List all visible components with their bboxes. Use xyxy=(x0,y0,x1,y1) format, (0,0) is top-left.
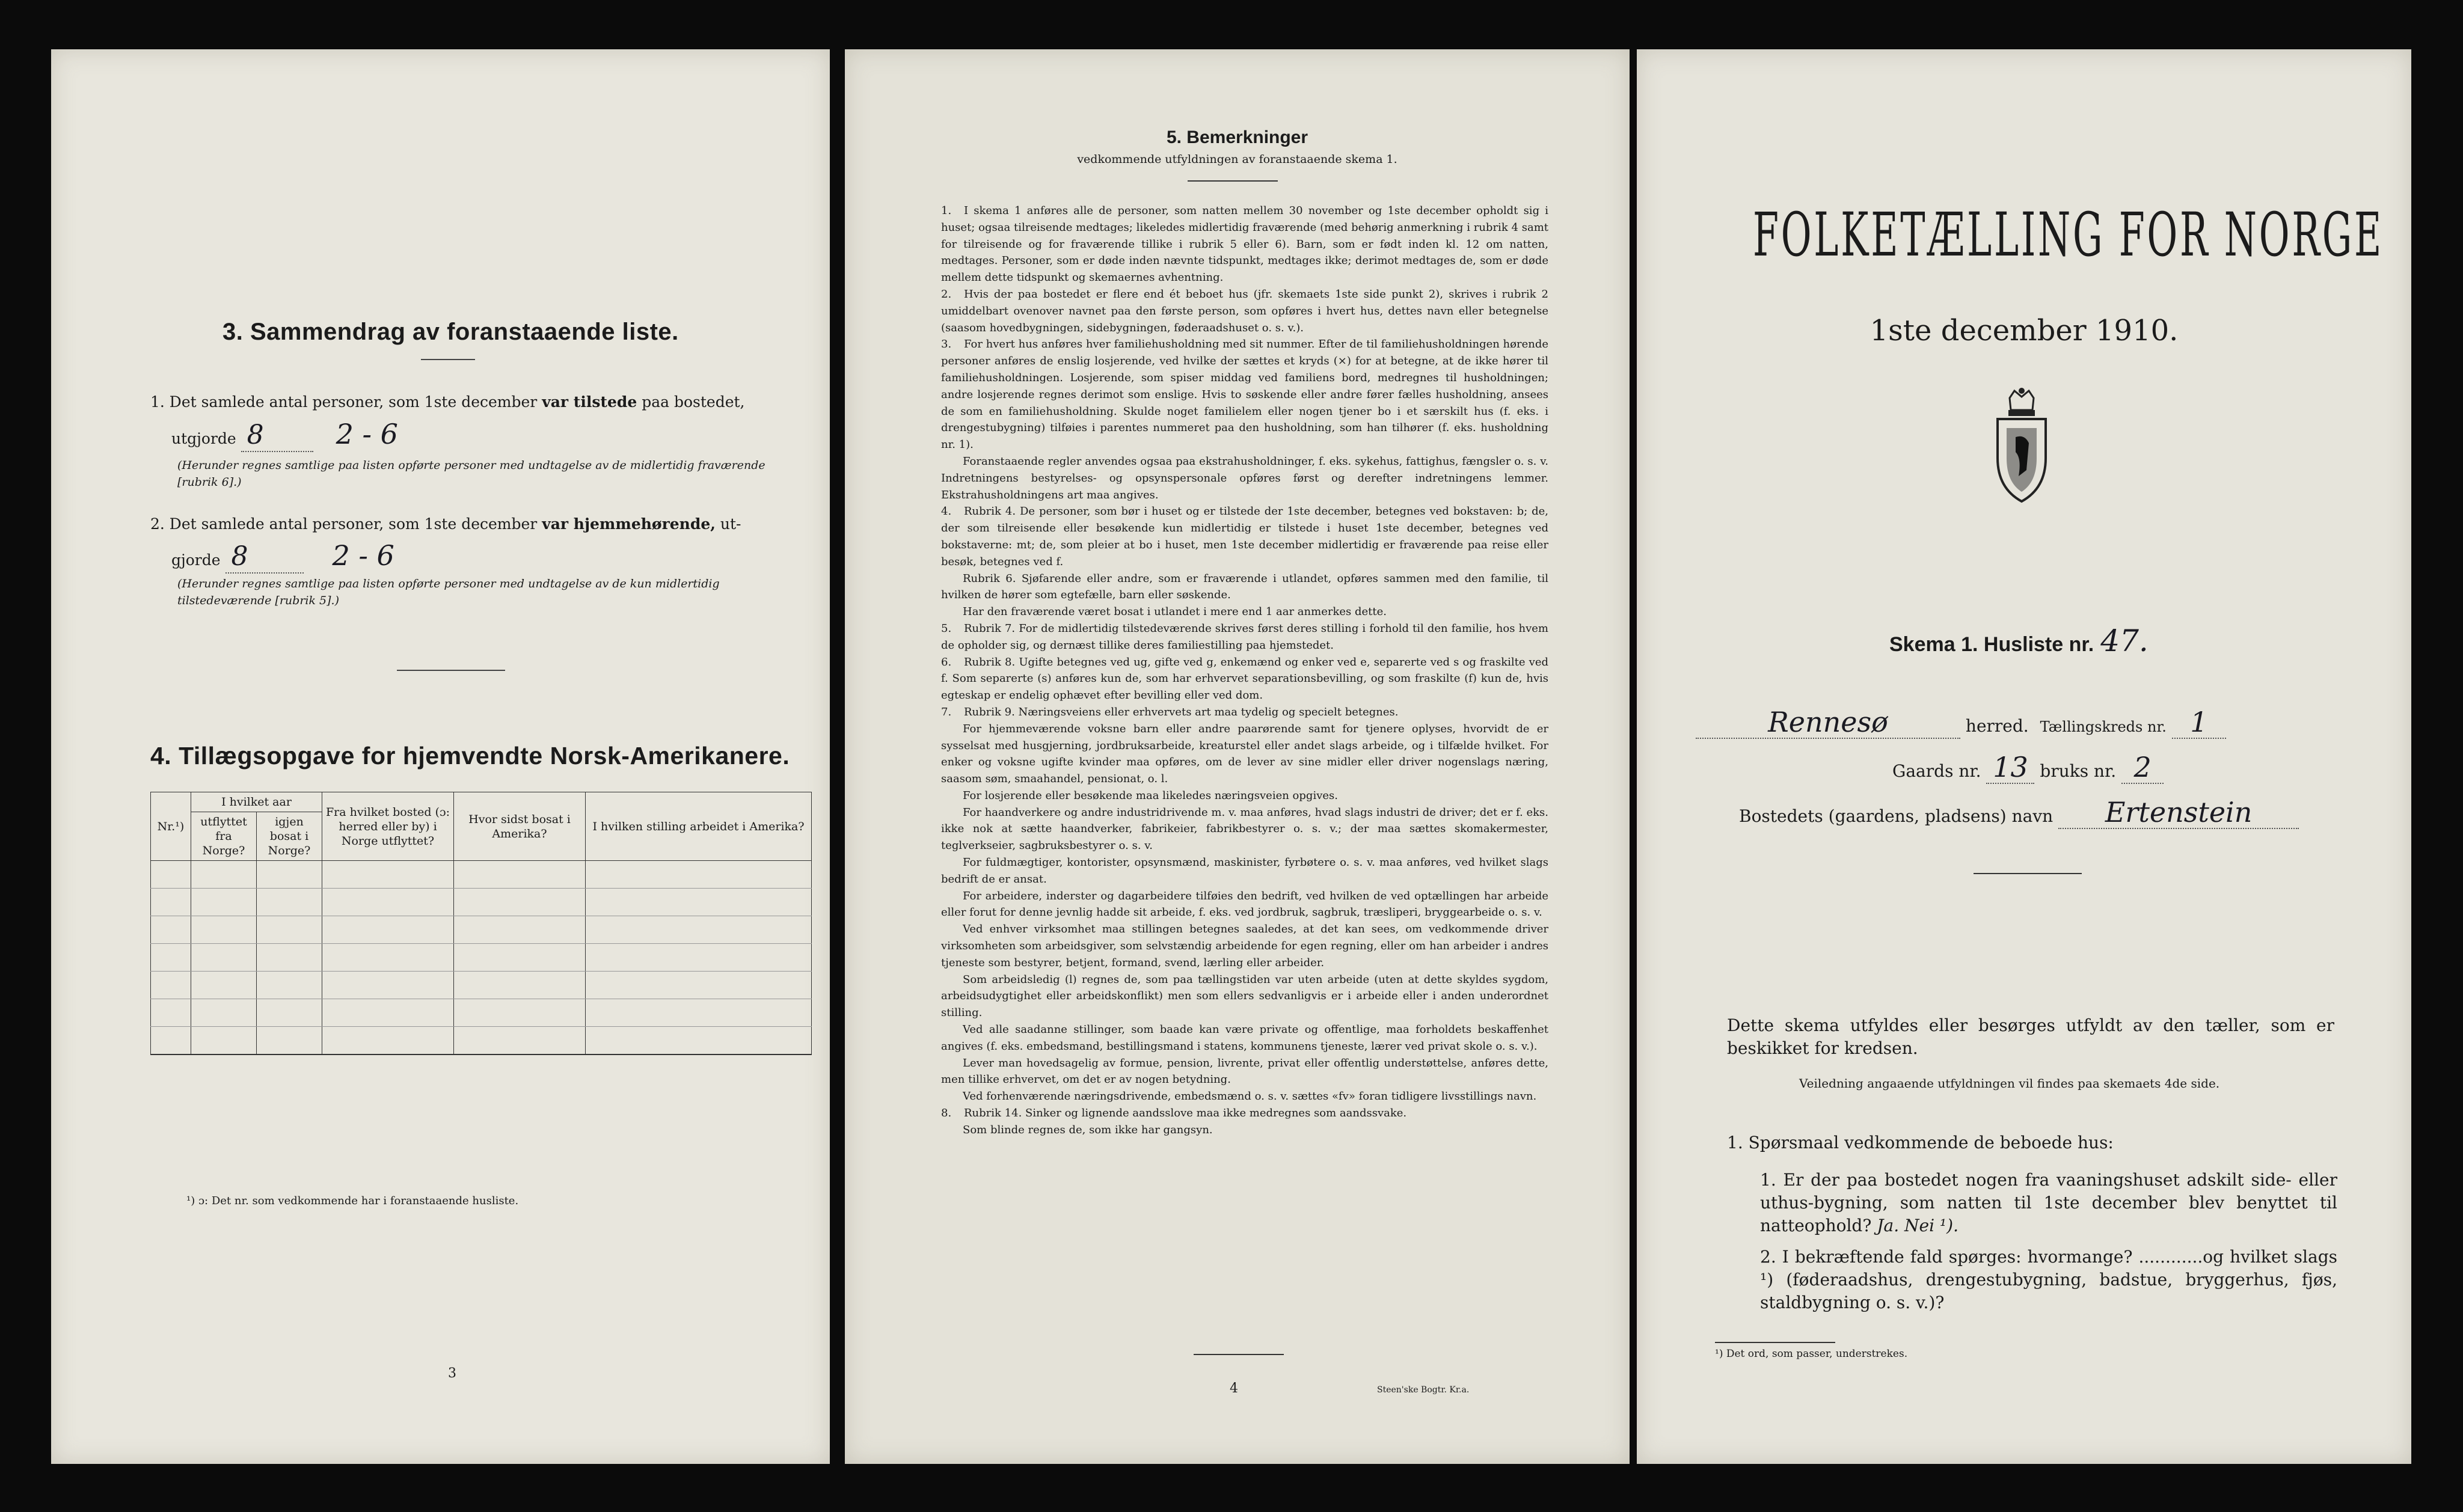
table-row xyxy=(151,972,812,999)
bosted-line: Bostedets (gaardens, pladsens) navn Ertenstein xyxy=(1739,801,2299,829)
table-cell xyxy=(151,889,191,916)
section-4-title: 4. Tillægsopgave for hjemvendte Norsk-Amerikanere. xyxy=(150,742,790,770)
bemerkning-paragraph xyxy=(941,972,1548,1021)
paragraph-text: For hvert hus anføres hver familiehusholdning med sit nummer. Efter de til familiehusholdningen hørende personer anføres de enslig losjerende, ved hvilke der sættes et kryds (×) for at betegne, at de ikke hører til familiehusholdningen. Losjerende, som spiser middag ved familiens bord, medregnes til husholdningen; andre losjerende regnes derimot som enslige. Hvis to søskende eller andre fører fælles husholdning, ansees de som en familiehusholdning. Skulde noget familielem eller nogen tjener bo i et særskilt hus (f. eks. i drengestubygning) tilføies i parentes nummeret paa den husholdning, som han tilhører (f. eks. husholdning nr. 1). xyxy=(941,338,1549,451)
paragraph-text: Rubrik 4. De personer, som bør i huset og er tilstede der 1ste december, betegnes ved bokstaven: b; de, der som tilreisende eller besøkende kun midlertidig er tilstede i huset 1ste december, betegnes ved bokstaverne: mt; de, som pleier at bo i huset, men 1ste december midlertidig er fraværende paa reise eller besøk, betegnes ved f. xyxy=(941,505,1548,568)
table-cell xyxy=(322,1027,454,1055)
table-cell xyxy=(257,1027,322,1055)
bemerkning-paragraph xyxy=(941,453,1548,503)
bemerkning-paragraph xyxy=(941,654,1548,704)
paragraph-number: 4. xyxy=(941,505,952,518)
table-cell xyxy=(322,944,454,972)
table-row xyxy=(151,916,812,944)
paragraph-text: Foranstaaende regler anvendes ogsaa paa ekstrahusholdninger, f. eks. sykehus, fattighus, fængsler o. s. v. Indretningens bestyrelses- og opsynspersonale opføres først og derefter indretningens lemmer. Ekstrahusholdningens art maa angives. xyxy=(941,455,1548,501)
divider xyxy=(421,359,475,360)
divider xyxy=(1188,180,1278,182)
table-cell xyxy=(151,861,191,889)
table-cell xyxy=(191,861,257,889)
table-cell xyxy=(586,1027,812,1055)
bemerkning-paragraph xyxy=(941,503,1548,570)
paragraph-text: Rubrik 7. For de midlertidig tilstedeværende skrives først deres stilling i forhold til den familie, hos hvem de opholder sig, og dernæst tillike deres familiestilling paa hjemstedet. xyxy=(941,622,1548,652)
handwritten-count: 8 xyxy=(247,420,264,450)
paragraph-text: Ved forhenværende næringsdrivende, embedsmænd o. s. v. sættes «fv» foran tidligere livsstillings navn. xyxy=(963,1090,1537,1103)
table-cell xyxy=(151,999,191,1027)
table-cell xyxy=(586,889,812,916)
col-nr: Nr.¹) xyxy=(151,792,191,861)
bemerkninger-subtitle: vedkommende utfyldningen av foranstaaende skema 1. xyxy=(1077,153,1397,166)
bemerkning-paragraph xyxy=(941,620,1548,654)
col-igjen-bosat: igjen bosat i Norge? xyxy=(257,812,322,861)
schema-line: Skema 1. Husliste nr. 47. xyxy=(1889,623,2149,658)
table-cell xyxy=(151,1027,191,1055)
table-cell xyxy=(257,999,322,1027)
page-middle xyxy=(845,49,1630,1464)
gaards-line: Gaards nr. 13 bruks nr. 2 xyxy=(1892,756,2164,784)
table-cell xyxy=(191,889,257,916)
section-3-item-1: 1. Det samlede antal personer, som 1ste december var tilstede paa bostedet, xyxy=(150,393,745,411)
divider xyxy=(1715,1342,1835,1343)
col-fra-bosted: Fra hvilket bosted (ɔ: herred eller by) i Norge utflyttet? xyxy=(322,792,454,861)
paragraph-text: Rubrik 8. Ugifte betegnes ved ug, gifte ved g, enkemænd og enker ved e, separerte ved s og fraskilte ved f. Som separerte (s) anføres kun de, som har erhvervet separationsbevilling, og som fraskilte (f) kun de, hvis egteskap er endelig ophævet efter bevilling eller ved dom. xyxy=(941,655,1548,702)
table-cell xyxy=(257,889,322,916)
table-cell xyxy=(191,1027,257,1055)
table-cell xyxy=(191,999,257,1027)
table-row xyxy=(151,999,812,1027)
census-date: 1ste december 1910. xyxy=(1869,314,2179,347)
question-header: 1. Spørsmaal vedkommende de beboede hus: xyxy=(1727,1133,2114,1152)
paragraph-text: For haandverkere og andre industridrivende m. v. maa anføres, hvad slags industri de driver; det er f. eks. ikke nok at sætte haandverker, fabrikeier, fabrikbestyrer o. s. v.; der maa sættes skomakermester, teglverkseier, sagbruksbestyrer o. s. v. xyxy=(941,806,1548,852)
col-stilling: I hvilken stilling arbeidet i Amerika? xyxy=(586,792,812,861)
paragraph-text: Som arbeidsledig (l) regnes de, som paa tællingstiden var uten arbeide (uten at dette skyldes sygdom, arbeidsudygtighet eller arbeidskonflikt) men som ellers sedvanligvis er i arbeide eller i anden underordnet stilling. xyxy=(941,973,1548,1020)
handwritten-range: 2 - 6 xyxy=(336,418,398,450)
col-sidst-bosat: Hvor sidst bosat i Amerika? xyxy=(454,792,586,861)
table-cell xyxy=(151,972,191,999)
paragraph-number: 1. xyxy=(941,204,952,217)
page-right xyxy=(1637,49,2411,1464)
herred-value: Rennesø xyxy=(1768,706,1888,738)
divider xyxy=(1974,873,2082,874)
table-cell xyxy=(454,944,586,972)
item-1-value-line: utgjorde 8 2 - 6 xyxy=(171,422,398,452)
bemerkning-paragraph xyxy=(941,1055,1548,1089)
paragraph-number: 2. xyxy=(941,287,952,301)
table-row xyxy=(151,861,812,889)
item-2-note: (Herunder regnes samtlige paa listen opførte personer med undtagelse av de kun midlertidig tilstedeværende [rubrik 5].) xyxy=(177,577,720,607)
bemerkning-paragraph xyxy=(941,1088,1548,1105)
table-cell xyxy=(586,861,812,889)
printer-mark: Steen'ske Bogtr. Kr.a. xyxy=(1377,1385,1470,1395)
husliste-number: 47. xyxy=(2100,623,2149,658)
section-3-title: 3. Sammendrag av foranstaaende liste. xyxy=(222,319,679,345)
bemerkning-paragraph xyxy=(941,1021,1548,1055)
section-3-item-2: 2. Det samlede antal personer, som 1ste december var hjemmehørende, ut- xyxy=(150,515,741,533)
item-2-value-line: gjorde 8 2 - 6 xyxy=(171,543,394,574)
table-row xyxy=(151,889,812,916)
bemerkninger-title: 5. Bemerkninger xyxy=(1166,127,1308,147)
bemerkning-paragraph xyxy=(941,1105,1548,1122)
veiledning-note: Veiledning angaaende utfyldningen vil findes paa skemaets 4de side. xyxy=(1799,1076,2220,1091)
table-cell xyxy=(257,944,322,972)
paragraph-text: Lever man hovedsagelig av formue, pension, livrente, privat eller offentlig understøttelse, anføres dette, men tillike erhvervet, om det er av nogen betydning. xyxy=(941,1056,1548,1086)
instruction-text: Dette skema utfyldes eller besørges utfyldt av den tæller, som er beskikket for kredsen. xyxy=(1727,1015,2334,1058)
paragraph-text: Ved enhver virksomhet maa stillingen betegnes saaledes, at det kan sees, om vedkommende driver virksomheten som arbeidsgiver, som selvstændig arbeidende for egen regning, eller om han arbeider i andres tjeneste som bestyrer, betjent, formand, svend, lærling eller arbeider. xyxy=(941,923,1548,969)
table-cell xyxy=(454,861,586,889)
bemerkning-paragraph xyxy=(941,854,1548,888)
divider xyxy=(397,670,505,671)
bemerkning-paragraph xyxy=(941,286,1548,336)
paragraph-text: For fuldmægtiger, kontorister, opsynsmænd, maskinister, fyrbøtere o. s. v. maa anføres, ved hvilket slags bedrift de er ansat. xyxy=(941,856,1548,886)
right-footnote: ¹) Det ord, som passer, understrekes. xyxy=(1715,1348,1908,1360)
table-cell xyxy=(322,916,454,944)
paragraph-text: Rubrik 14. Sinker og lignende aandsslove maa ikke medregnes som aandssvake. xyxy=(964,1107,1407,1120)
bemerkning-paragraph xyxy=(941,888,1548,922)
table-cell xyxy=(586,999,812,1027)
table-cell xyxy=(454,916,586,944)
bemerkning-paragraph xyxy=(941,336,1548,453)
table-cell xyxy=(454,972,586,999)
table-cell xyxy=(151,944,191,972)
table-cell xyxy=(322,999,454,1027)
question-1: 1. Er der paa bostedet nogen fra vaaningshuset adskilt side- eller uthus-bygning, som natten til 1ste december blev benyttet til natteophold? Ja. Nei ¹). xyxy=(1760,1170,2337,1235)
bemerkning-paragraph xyxy=(941,804,1548,854)
bemerkning-paragraph xyxy=(941,921,1548,971)
paragraph-text: Har den fraværende været bosat i utlandet i mere end 1 aar anmerkes dette. xyxy=(963,605,1387,619)
paragraph-text: For arbeidere, inderster og dagarbeidere tilføies den bedrift, ved hvilken de ved optællingen har arbeide eller forut for denne jevnlig hadde sit arbeide, f. eks. ved jordbruk, sagbruk, træsliperi, bryggearbeide o. s. v. xyxy=(941,889,1548,919)
paragraph-text: Rubrik 6. Sjøfarende eller andre, som er fraværende i utlandet, opføres sammen med den familie, til hvilken de hører som egtefælle, barn eller søskende. xyxy=(941,572,1548,602)
bemerkning-paragraph xyxy=(941,571,1548,604)
norwegian-coat-of-arms-icon xyxy=(1980,386,2064,506)
paragraph-number: 7. xyxy=(941,705,952,718)
table-cell xyxy=(586,916,812,944)
paragraph-number: 6. xyxy=(941,655,952,669)
table-cell xyxy=(257,972,322,999)
bemerkninger-list xyxy=(941,203,1548,1139)
table-footnote: ¹) ɔ: Det nr. som vedkommende har i foranstaaende husliste. xyxy=(186,1195,519,1207)
table-cell xyxy=(322,889,454,916)
table-cell xyxy=(257,916,322,944)
bemerkning-paragraph xyxy=(941,203,1548,286)
paragraph-text: For hjemmeværende voksne barn eller andre paarørende samt for tjenere oplyses, hvorvidt de er sysselsat med husgjerning, jordbruksarbeide, kreaturstel eller andet slags arbeide, og i tilfælde hvilket. For enker og voksne ugifte kvinder maa opføres, om de lever av sine midler eller driver nogenslags næring, saasom søm, smaahandel, pensionat, o. l. xyxy=(941,722,1548,786)
bemerkning-paragraph xyxy=(941,604,1548,620)
table-cell xyxy=(586,944,812,972)
col-utflyttet: utflyttet fra Norge? xyxy=(191,812,257,861)
table-cell xyxy=(586,972,812,999)
bruks-value: 2 xyxy=(2133,751,2152,783)
table-cell xyxy=(454,889,586,916)
table-cell xyxy=(454,999,586,1027)
paragraph-text: For losjerende eller besøkende maa likeledes næringsveien opgives. xyxy=(963,789,1338,802)
handwritten-count: 8 xyxy=(231,541,248,572)
question-2: 2. I bekræftende fald spørges: hvormange? ............og hvilket slags ¹) (føderaadshus, drengestubygning, badstue, bryggerhus, fjøs, staldbygning o. s. v.)? xyxy=(1760,1247,2337,1312)
handwritten-range: 2 - 6 xyxy=(332,539,394,572)
divider xyxy=(1194,1354,1284,1355)
norsk-amerikanere-table xyxy=(150,792,812,1055)
table-cell xyxy=(191,972,257,999)
paragraph-text: Rubrik 9. Næringsveiens eller erhvervets art maa tydelig og specielt betegnes. xyxy=(964,705,1399,718)
table-cell xyxy=(257,861,322,889)
bemerkning-paragraph xyxy=(941,721,1548,788)
bosted-value: Ertenstein xyxy=(2105,796,2253,828)
bemerkning-paragraph xyxy=(941,704,1548,721)
page-number: 3 xyxy=(448,1366,456,1381)
bemerkning-paragraph xyxy=(941,1122,1548,1139)
table-cell xyxy=(191,944,257,972)
paragraph-number: 8. xyxy=(941,1107,952,1120)
paragraph-number: 3. xyxy=(941,338,952,351)
gaards-value: 13 xyxy=(1993,751,2028,783)
table-cell xyxy=(454,1027,586,1055)
item-1-note: (Herunder regnes samtlige paa listen opførte personer med undtagelse av de midlertidig fraværende [rubrik 6].) xyxy=(177,459,765,489)
col-group-hvilket-aar: I hvilket aar xyxy=(191,792,322,812)
table-row xyxy=(151,944,812,972)
page-number: 4 xyxy=(1230,1381,1238,1396)
paragraph-text: I skema 1 anføres alle de personer, som natten mellem 30 november og 1ste december opholdt sig i huset; ogsaa tilreisende medtages; likeledes midlertidig fraværende (med behørig anmerkning i rubrik 4 samt for tilreisende og for fraværende tillike i rubrik 5 eller 6). Barn, som er født inden kl. 12 om natten, medtages. Personer, som er døde inden nævnte tidspunkt, medtages ikke; derimot medtages de, som er døde mellem dette tidspunkt og skemaernes avhentning. xyxy=(941,204,1548,284)
herred-line: Rennesø herred. Tællingskreds nr. 1 xyxy=(1696,711,2357,739)
table-cell xyxy=(322,972,454,999)
paragraph-number: 5. xyxy=(941,622,952,635)
table-cell xyxy=(151,916,191,944)
census-title: FOLKETÆLLING FOR NORGE xyxy=(1753,200,2384,270)
paragraph-text: Ved alle saadanne stillinger, som baade kan være private og offentlige, maa forholdets beskaffenhet angives (f. eks. embedsmand, bestillingsmand i statens, kommunens tjeneste, lærer ved privat skole o. s. v.). xyxy=(941,1023,1548,1053)
table-cell xyxy=(322,861,454,889)
paragraph-text: Hvis der paa bostedet er flere end ét beboet hus (jfr. skemaets 1ste side punkt 2), skrives i rubrik 2 umiddelbart ovenover navnet paa den første person, som opføres i hvert hus, dettes navn eller betegnelse (saasom hovedbygningen, sidebygningen, føderaadshuset o. s. v.). xyxy=(941,287,1548,334)
page-left xyxy=(51,49,830,1464)
bemerkning-paragraph xyxy=(941,788,1548,804)
q1-answer: Ja. Nei ¹). xyxy=(1877,1216,1958,1235)
paragraph-text: Som blinde regnes de, som ikke har gangsyn. xyxy=(963,1123,1213,1136)
table-row xyxy=(151,1027,812,1055)
kreds-value: 1 xyxy=(2190,706,2208,738)
table-cell xyxy=(191,916,257,944)
